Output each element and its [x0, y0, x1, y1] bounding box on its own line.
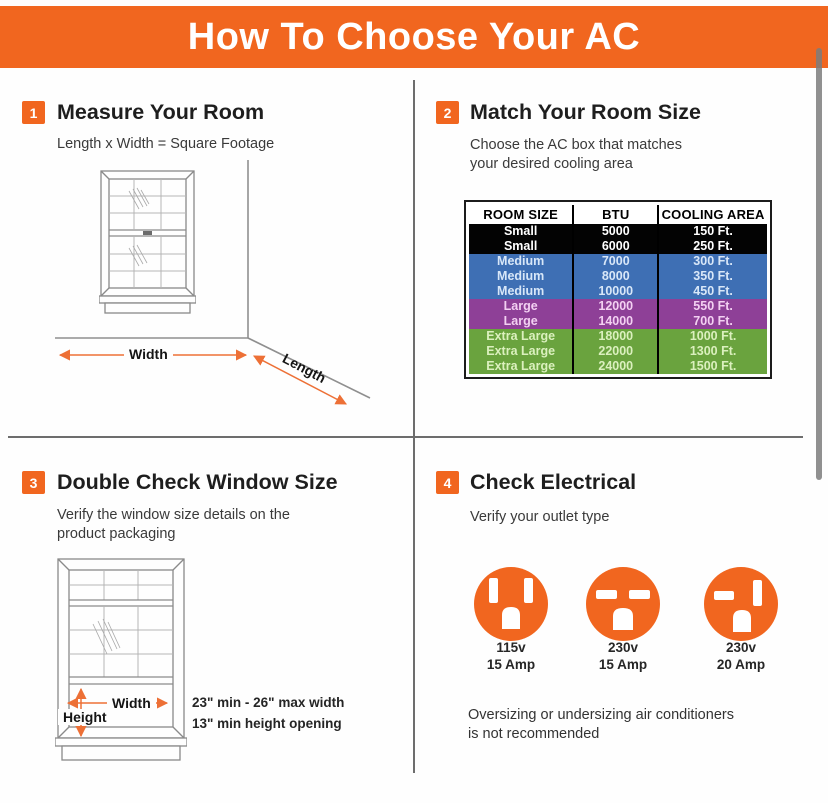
cell-size: Small — [469, 224, 573, 239]
window-size-note-line1: 23" min - 26" max width — [192, 695, 345, 710]
cell-btu: 14000 — [573, 314, 658, 329]
col-header-room-size: ROOM SIZE — [469, 205, 573, 224]
cell-btu: 22000 — [573, 344, 658, 359]
outlet-amps: 15 Amp — [598, 657, 648, 672]
table-row — [469, 284, 767, 299]
outlet-230v-15amp-icon — [585, 566, 661, 642]
horizontal-divider — [8, 436, 803, 438]
outlet-label-230v-15 — [578, 639, 668, 673]
step3-subtitle — [57, 506, 290, 544]
table-row — [469, 224, 767, 239]
step3-subtitle-line1: Verify the window size details on the — [57, 507, 290, 523]
outlet-230v-20amp-icon — [703, 566, 779, 642]
step2-subtitle — [470, 136, 682, 174]
cell-size: Medium — [469, 254, 573, 269]
cell-area: 700 Ft. — [658, 314, 767, 329]
window-size-note — [192, 692, 344, 734]
cell-size: Extra Large — [469, 344, 573, 359]
col-header-cooling-area: COOLING AREA — [658, 205, 767, 224]
outlet-115v-15amp-icon — [473, 566, 549, 642]
sizing-warning-note — [468, 706, 734, 744]
cell-area: 300 Ft. — [658, 254, 767, 269]
step2-title: Match Your Room Size — [470, 100, 701, 124]
outlet-voltage: 230v — [607, 640, 639, 655]
window-size-note-line2: 13" min height opening — [192, 716, 342, 731]
sizing-warning-line1: Oversizing or undersizing air conditioners — [468, 707, 734, 723]
cell-size: Large — [469, 314, 573, 329]
step4-subtitle: Verify your outlet type — [470, 509, 610, 525]
step3-subtitle-line2: product packaging — [57, 526, 176, 542]
length-label: Length — [279, 349, 329, 387]
step3-title: Double Check Window Size — [57, 470, 338, 494]
col-header-btu: BTU — [573, 205, 658, 224]
cell-size: Extra Large — [469, 359, 573, 374]
cell-area: 350 Ft. — [658, 269, 767, 284]
outlet-label-115v — [466, 639, 556, 673]
page-title: How To Choose Your AC — [187, 15, 641, 58]
room-size-table — [464, 200, 772, 379]
vertical-divider — [413, 80, 415, 773]
room-corner-diagram — [40, 155, 400, 415]
cell-btu: 6000 — [573, 239, 658, 254]
step2-number-badge: 2 — [436, 101, 459, 124]
outlet-voltage: 115v — [496, 640, 526, 655]
cell-size: Small — [469, 239, 573, 254]
step3-number-badge: 3 — [22, 471, 45, 494]
cell-size: Extra Large — [469, 329, 573, 344]
table-row — [469, 269, 767, 284]
outlet-amps: 15 Amp — [486, 657, 536, 672]
step1-number-badge: 1 — [22, 101, 45, 124]
table-row — [469, 314, 767, 329]
cell-btu: 5000 — [573, 224, 658, 239]
width-label: Width — [124, 346, 173, 362]
cell-area: 150 Ft. — [658, 224, 767, 239]
table-row — [469, 254, 767, 269]
step4-number-badge: 4 — [436, 471, 459, 494]
cell-size: Medium — [469, 284, 573, 299]
outlet-amps: 20 Amp — [716, 657, 766, 672]
step4-title: Check Electrical — [470, 470, 637, 494]
cell-btu: 8000 — [573, 269, 658, 284]
cell-btu: 12000 — [573, 299, 658, 314]
window-height-label: Height — [58, 709, 112, 725]
window-illustration-open — [55, 556, 187, 768]
step2-subtitle-line1: Choose the AC box that matches — [470, 137, 682, 153]
table-row — [469, 299, 767, 314]
cell-area: 1300 Ft. — [658, 344, 767, 359]
table-row — [469, 239, 767, 254]
step1-title: Measure Your Room — [57, 100, 265, 124]
step2-subtitle-line2: your desired cooling area — [470, 156, 633, 172]
table-row — [469, 329, 767, 344]
cell-area: 1000 Ft. — [658, 329, 767, 344]
sizing-warning-line2: is not recommended — [468, 726, 600, 742]
cell-area: 1500 Ft. — [658, 359, 767, 374]
cell-btu: 24000 — [573, 359, 658, 374]
scrollbar-thumb[interactable] — [816, 48, 822, 480]
cell-area: 250 Ft. — [658, 239, 767, 254]
cell-area: 550 Ft. — [658, 299, 767, 314]
cell-btu: 18000 — [573, 329, 658, 344]
step1-subtitle: Length x Width = Square Footage — [57, 136, 275, 152]
table-row — [469, 344, 767, 359]
outlet-label-230v-20 — [696, 639, 786, 673]
cell-size: Large — [469, 299, 573, 314]
cell-btu: 7000 — [573, 254, 658, 269]
cell-btu: 10000 — [573, 284, 658, 299]
table-header-row — [469, 205, 767, 224]
table-row — [469, 359, 767, 374]
cell-size: Medium — [469, 269, 573, 284]
header-banner — [0, 6, 828, 68]
cell-area: 450 Ft. — [658, 284, 767, 299]
window-width-label: Width — [107, 695, 156, 711]
outlet-voltage: 230v — [725, 640, 757, 655]
